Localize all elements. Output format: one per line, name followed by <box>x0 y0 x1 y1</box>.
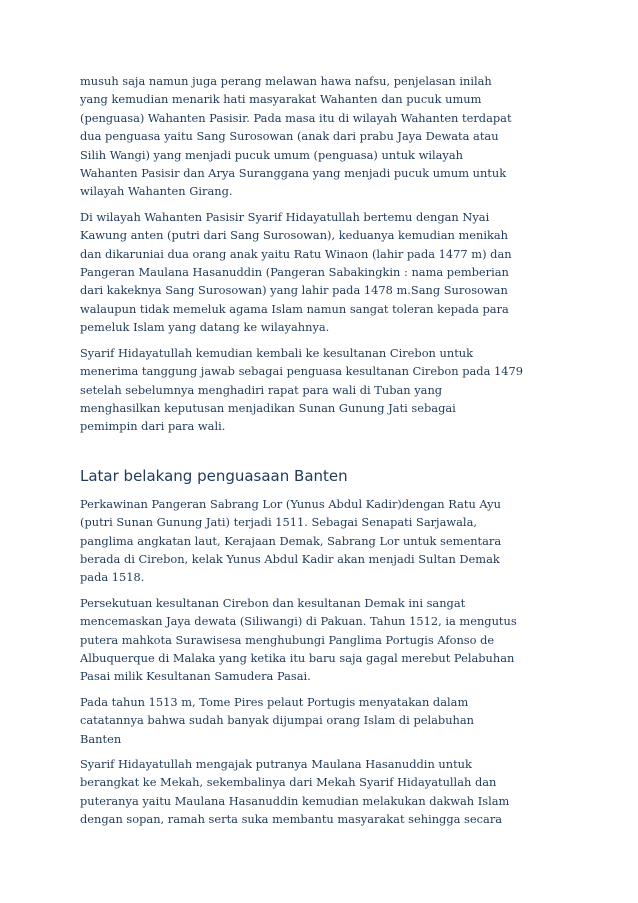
paragraph: Di wilayah Wahanten Pasisir Syarif Hidayatullah bertemu dengan Nyai Kawung anten (putri dari Sang Surosowan), keduanya kemudian menikah dan dikaruniai dua orang anak yaitu Ratu Winaon (lahir pada 1477 m) dan Pangeran Maulana Hasanuddin (Pangeran Sabakingkin : nama pemberian dari kakeknya Sang Surosowan) yang lahir pada 1478 m.Sang Surosowan walaupun tidak memeluk agama Islam namun sangat toleran kepada para pemeluk Islam yang datang ke wilayahnya. <box>80 209 512 335</box>
document-page <box>80 72 560 836</box>
paragraph: Pada tahun 1513 m, Tome Pires pelaut Portugis menyatakan dalam catatannya bahwa sudah banyak dijumpai orang Islam di pelabuhan Banten <box>80 694 475 746</box>
paragraph: Perkawinan Pangeran Sabrang Lor (Yunus Abdul Kadir)dengan Ratu Ayu (putri Sunan Gunung Jati) terjadi 1511. Sebagai Senapati Sarjawala, panglima angkatan laut, Kerajaan Demak, Sabrang Lor untuk sementara berada di Cirebon, kelak Yunus Abdul Kadir akan menjadi Sultan Demak pada 1518. <box>80 496 502 585</box>
section-heading: Latar belakang penguasaan Banten <box>80 466 348 485</box>
paragraph: Syarif Hidayatullah kemudian kembali ke kesultanan Cirebon untuk menerima tanggung jawab sebagai penguasa kesultanan Cirebon pada 1479 setelah sebelumnya menghadiri rapat para wali di Tuban yang menghasilkan keputusan menjadikan Sunan Gunung Jati sebagai pemimpin dari para wali. <box>80 345 523 434</box>
paragraph: musuh saja namun juga perang melawan hawa nafsu, penjelasan inilah yang kemudian menarik hati masyarakat Wahanten dan pucuk umum (penguasa) Wahanten Pasisir. Pada masa itu di wilayah Wahanten terdapat dua penguasa yaitu Sang Surosowan (anak dari prabu Jaya Dewata atau Silih Wangi) yang menjadi pucuk umum (penguasa) untuk wilayah Wahanten Pasisir dan Arya Suranggana yang menjadi pucuk umum untuk wilayah Wahanten Girang. <box>80 74 512 199</box>
paragraph: Syarif Hidayatullah mengajak putranya Maulana Hasanuddin untuk berangkat ke Mekah, sekembalinya dari Mekah Syarif Hidayatullah dan puteranya yaitu Maulana Hasanuddin kemudian melakukan dakwah Islam dengan sopan, ramah serta suka membantu masyarakat sehingga secara <box>80 757 510 827</box>
paragraph: Persekutuan kesultanan Cirebon dan kesultanan Demak ini sangat mencemaskan Jaya dewata (Siliwangi) di Pakuan. Tahun 1512, ia mengutus putera mahkota Surawisesa menghubungi Panglima Portugis Afonso de Albuquerque di Malaka yang ketika itu baru saja gagal merebut Pelabuhan Pasai milik Kesultanan Samudera Pasai. <box>80 595 517 684</box>
